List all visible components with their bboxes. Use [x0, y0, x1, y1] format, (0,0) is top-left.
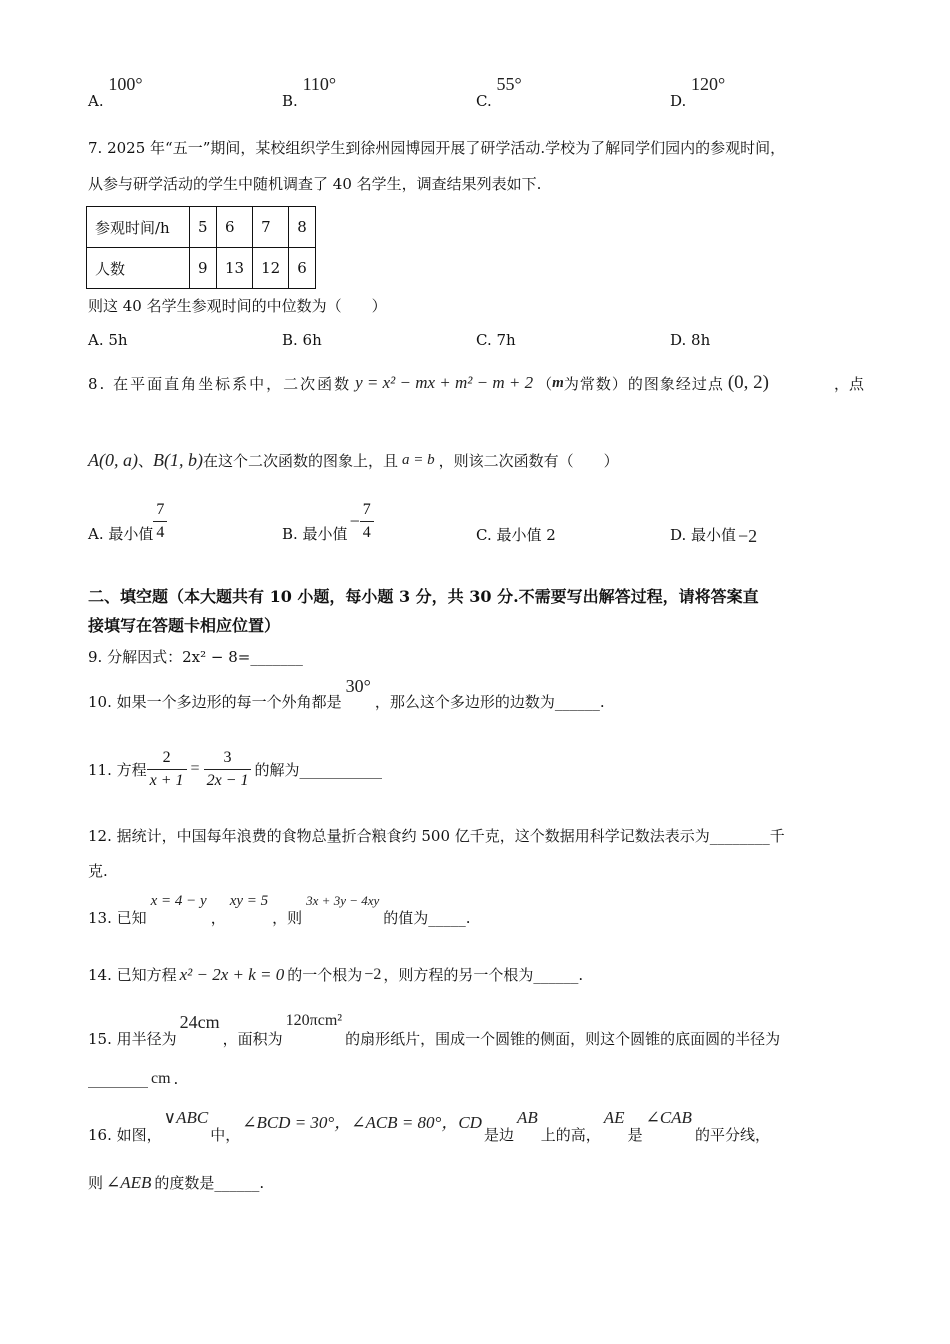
- table-cell: 12: [253, 248, 289, 289]
- q8-m-var: m: [552, 374, 564, 391]
- q11-prefix: 11. 方程: [88, 760, 147, 779]
- q10-suffix: ，那么这个多边形的边数为______.: [374, 693, 605, 711]
- q16-side-text: 是边: [483, 1126, 514, 1144]
- q13-separator: ，: [210, 909, 226, 927]
- table-cell: 6: [217, 207, 253, 248]
- fraction-denominator: 4: [153, 521, 167, 542]
- q8-option-d-label: D. 最小值: [670, 526, 737, 544]
- q10-stem: [88, 676, 605, 711]
- fraction-numerator: 7: [156, 500, 165, 518]
- q16-cab: ∠CAB: [645, 1108, 692, 1127]
- q15-suffix: 的扇形纸片，围成一个圆锥的侧面，则这个圆锥的底面圆的半径为: [345, 1030, 781, 1048]
- q8-tail: ，点: [833, 374, 864, 393]
- q14-prefix: 14. 已知方程: [88, 966, 177, 984]
- q15-line2: [88, 1070, 178, 1088]
- q16-stem-line2: [88, 1172, 264, 1193]
- q13-prefix: 13. 已知: [88, 909, 147, 927]
- q11-fraction-right: [204, 749, 252, 790]
- q8-option-d-value: −2: [738, 526, 758, 546]
- table-cell: 8: [289, 207, 316, 248]
- q8-stem-line2: [88, 450, 619, 471]
- q8-option-d: [670, 524, 757, 545]
- q16-prefix: 16. 如图，: [88, 1126, 162, 1144]
- q8-option-b-label: B. 最小值: [282, 524, 348, 543]
- fraction-numerator: 3: [223, 748, 232, 766]
- fraction-denominator: x + 1: [147, 769, 187, 790]
- q13-expr1: x = 4 − y: [150, 893, 207, 909]
- q8-option-b-sign: −: [349, 510, 360, 531]
- q6-option-b-value: 110°: [302, 74, 337, 94]
- fraction-numerator: 7: [362, 500, 371, 518]
- fraction-denominator: 4: [360, 521, 374, 542]
- section2-heading-line2: 接填写在答题卡相应位置）: [88, 616, 281, 635]
- q16-line2-suffix: 的度数是______.: [154, 1174, 265, 1192]
- q6-option-d: [670, 74, 726, 110]
- q12-line1: 12. 据统计，中国每年浪费的食物总量折合粮食约 500 亿千克，这个数据用科学记数法表示为________千: [88, 827, 785, 845]
- q8-option-b-fraction: [360, 501, 374, 542]
- q7-stem-line1: 7. 2025 年“五一”期间，某校组织学生到徐州园博园开展了研学活动.学校为了解同学们园内的参观时间，: [88, 139, 786, 157]
- q16-stem-line1: [88, 1108, 864, 1144]
- q16-angles: ∠BCD = 30°，∠ACB = 80°，CD: [242, 1113, 482, 1132]
- q15-end: .: [173, 1070, 179, 1088]
- q6-option-c-value: 55°: [496, 74, 522, 94]
- q15-blank: ________: [88, 1070, 148, 1088]
- table-row: [87, 248, 316, 289]
- q16-ae: AE: [603, 1108, 625, 1127]
- q8-line2-mid: 在这个二次函数的图象上，且: [202, 452, 398, 470]
- q8-condition: a = b: [402, 452, 435, 468]
- q16-ab: AB: [516, 1108, 538, 1127]
- q8-separator: 、: [137, 452, 153, 470]
- q6-option-a-value: 100°: [108, 74, 143, 94]
- q8-prefix: 8. 在平面直角坐标系中，二次函数: [88, 374, 352, 393]
- q14-stem: [88, 964, 583, 985]
- table-cell: 参观时间/h: [87, 207, 190, 248]
- q13-suffix: 的值为_____.: [383, 909, 471, 927]
- q16-aeb: ∠AEB: [106, 1172, 152, 1192]
- q6-option-a: [88, 74, 143, 110]
- table-row: [87, 207, 316, 248]
- section2-heading-line1: 二、填空题（本大题共有 10 小题，每小题 3 分，共 30 分.不需要写出解答过程，请将答案直: [88, 587, 759, 606]
- q8-stem-line1: [88, 372, 864, 394]
- q11-fraction-left: [147, 749, 187, 790]
- q14-mid: 的一个根为: [287, 966, 363, 984]
- q6-option-d-letter: D.: [670, 92, 687, 110]
- q16-is: 是: [627, 1126, 643, 1144]
- q15-prefix: 15. 用半径为: [88, 1030, 177, 1048]
- q7-option-d: D. 8h: [670, 331, 711, 349]
- q6-option-b-letter: B.: [282, 92, 298, 110]
- q8-line2-end: ，则该二次函数有（ ）: [438, 452, 619, 470]
- q11-stem: [88, 745, 382, 793]
- q6-option-c-letter: C.: [476, 92, 492, 110]
- table-cell: 9: [190, 248, 217, 289]
- q7-data-table: [86, 206, 316, 289]
- q7-option-c: C. 7h: [476, 331, 516, 349]
- q8-option-a: [88, 496, 167, 546]
- q8-option-b: [282, 496, 374, 546]
- fraction-numerator: 2: [162, 748, 171, 766]
- q15-stem: [88, 1012, 781, 1048]
- q10-prefix: 10. 如果一个多边形的每一个外角都是: [88, 693, 342, 711]
- q13-expr3: 3x + 3y − 4xy: [306, 893, 380, 908]
- q8-m-open: （: [537, 374, 553, 393]
- q6-option-a-letter: A.: [88, 92, 104, 110]
- q6-option-d-value: 120°: [691, 74, 726, 94]
- q6-option-b: [282, 74, 337, 110]
- q14-root: −2: [364, 965, 382, 983]
- q15-mid: ，面积为: [222, 1030, 283, 1048]
- q11-equals: =: [190, 760, 200, 777]
- q12-line2: 克.: [88, 862, 108, 880]
- q15-unit: cm: [151, 1070, 171, 1087]
- q14-equation: x² − 2x + k = 0: [179, 964, 285, 984]
- q16-height-text: 上的高，: [540, 1126, 601, 1144]
- table-cell: 人数: [87, 248, 190, 289]
- q15-radius: 24cm: [179, 1012, 220, 1032]
- q8-option-c: C. 最小值 2: [476, 526, 556, 544]
- q7-option-b: B. 6h: [282, 331, 322, 349]
- q16-line2-prefix: 则: [88, 1174, 104, 1192]
- q13-mid: ，则: [272, 909, 303, 927]
- q16-bisector: 的平分线，: [694, 1126, 770, 1144]
- q7-question: 则这 40 名学生参观时间的中位数为（ ）: [88, 297, 387, 315]
- q9-text: 9. 分解因式：2x² − 8=_______: [88, 648, 303, 666]
- q13-stem: [88, 893, 471, 927]
- table-cell: 6: [289, 248, 316, 289]
- q8-m-note: 为常数）的图象经过点: [563, 374, 724, 393]
- q15-area: 120πcm²: [285, 1012, 343, 1029]
- fraction-denominator: 2x − 1: [204, 769, 252, 790]
- q8-function: y = x² − mx + m² − m + 2: [355, 373, 534, 392]
- q16-zh: 中，: [210, 1126, 241, 1144]
- table-cell: 7: [253, 207, 289, 248]
- q14-suffix: ，则方程的另一个根为______.: [383, 966, 584, 984]
- q6-option-c: [476, 74, 522, 110]
- q7-stem-line2: 从参与研学活动的学生中随机调查了 40 名学生，调查结果列表如下.: [88, 175, 542, 193]
- q8-option-a-label: A. 最小值: [88, 524, 154, 543]
- q8-point-a: A(0, a): [88, 450, 138, 470]
- q16-triangle: ∨ABC: [163, 1108, 209, 1127]
- table-cell: 13: [217, 248, 253, 289]
- q8-option-a-fraction: [153, 501, 167, 542]
- q7-option-a: A. 5h: [88, 331, 128, 349]
- q11-suffix: 的解为___________: [254, 760, 382, 779]
- table-cell: 5: [190, 207, 217, 248]
- q8-point-b: B(1, b): [153, 450, 203, 470]
- q13-expr2: xy = 5: [229, 893, 269, 909]
- q10-angle: 30°: [345, 676, 371, 696]
- q8-point: (0, 2): [727, 372, 769, 393]
